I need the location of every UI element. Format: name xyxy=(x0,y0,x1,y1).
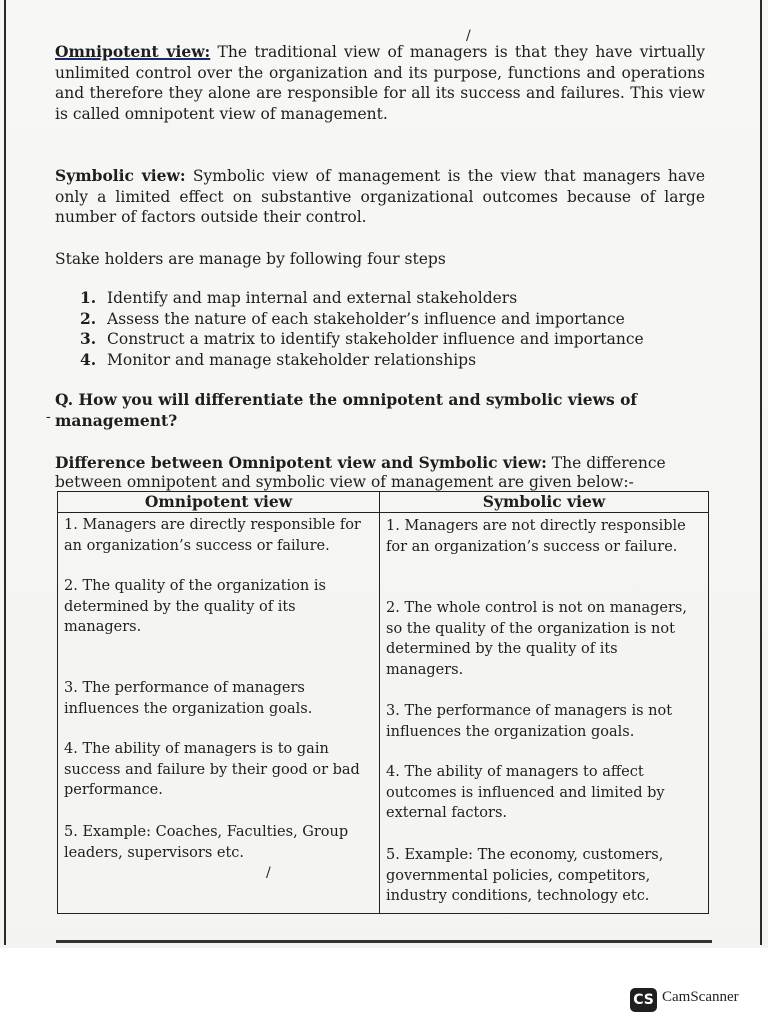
table-cell-item: 4. The ability of managers to affect outcomes is influenced and limited by external factors. xyxy=(386,764,665,821)
page-right-edge xyxy=(760,0,762,945)
symbolic-view-text: Symbolic view of management is the view that managers have only a limited effect on substantive organizational outcomes because of large number of factors outside their control. xyxy=(55,167,705,226)
table-header-row xyxy=(58,492,709,513)
table-cell-item: 3. The performance of managers influences the organization goals. xyxy=(64,680,313,717)
step-item: 4. Monitor and manage stakeholder relationships xyxy=(80,349,477,369)
step-item: 3. Construct a matrix to identify stakeholder influence and importance xyxy=(80,329,644,348)
pen-mark: / xyxy=(266,865,271,881)
steps-list xyxy=(80,288,680,370)
omnipotent-view-text: The traditional view of managers is that they have virtually unlimited control over the organization and its purpose, functions and operations and therefore they alone are responsible for all its success and failures. This view is called omnipotent view of management. xyxy=(55,43,706,123)
bottom-rule xyxy=(56,940,712,943)
symbolic-view-term: Symbolic view: xyxy=(55,166,186,185)
pen-mark: / xyxy=(466,28,471,44)
scan-margin xyxy=(0,948,768,1024)
symbolic-column xyxy=(380,513,709,914)
camscanner-logo-icon: CS xyxy=(630,988,657,1012)
header-omnipotent: Omnipotent view xyxy=(58,492,380,513)
difference-intro xyxy=(55,453,675,492)
table-cell-item: 1. Managers are not directly responsible for an organization’s success or failure. xyxy=(386,518,686,555)
camscanner-watermark: CamScanner xyxy=(662,989,739,1005)
difference-text: The difference between omnipotent and symbolic view of management are given below:- xyxy=(55,454,666,491)
page-left-edge xyxy=(4,0,6,945)
step-item: 2. Assess the nature of each stakeholder’s influence and importance xyxy=(80,308,625,328)
omnipotent-view-term: Omnipotent view: xyxy=(55,42,211,61)
table-cell-item: 2. The quality of the organization is determined by the quality of its managers. xyxy=(64,578,326,635)
step-item: 1. Identify and map internal and external stakeholders xyxy=(80,288,518,307)
table-body-row xyxy=(58,513,709,914)
table-cell-item: 5. Example: Coaches, Faculties, Group leaders, supervisors etc. xyxy=(64,824,349,861)
margin-dash: - xyxy=(46,409,51,425)
table-cell-item: 5. Example: The economy, customers, governmental policies, competitors, industry conditions, technology etc. xyxy=(386,847,664,904)
question-heading: Q. How you will differentiate the omnipotent and symbolic views of management? xyxy=(55,390,638,430)
omnipotent-view-paragraph xyxy=(55,42,705,124)
omnipotent-column xyxy=(58,513,380,914)
table-cell-item: 2. The whole control is not on managers, so the quality of the organization is not determined by the quality of its managers. xyxy=(386,600,687,678)
table-cell-item: 1. Managers are directly responsible for an organization’s success or failure. xyxy=(64,517,361,554)
difference-term: Difference between Omnipotent view and Symbolic view: xyxy=(55,453,547,472)
symbolic-view-paragraph xyxy=(55,166,705,228)
steps-intro: Stake holders are manage by following four steps xyxy=(55,250,446,268)
comparison-table xyxy=(57,491,709,914)
table-cell-item: 3. The performance of managers is not influences the organization goals. xyxy=(386,703,673,740)
table-cell-item: 4. The ability of managers is to gain success and failure by their good or bad performance. xyxy=(64,741,360,798)
header-symbolic: Symbolic view xyxy=(380,492,709,513)
